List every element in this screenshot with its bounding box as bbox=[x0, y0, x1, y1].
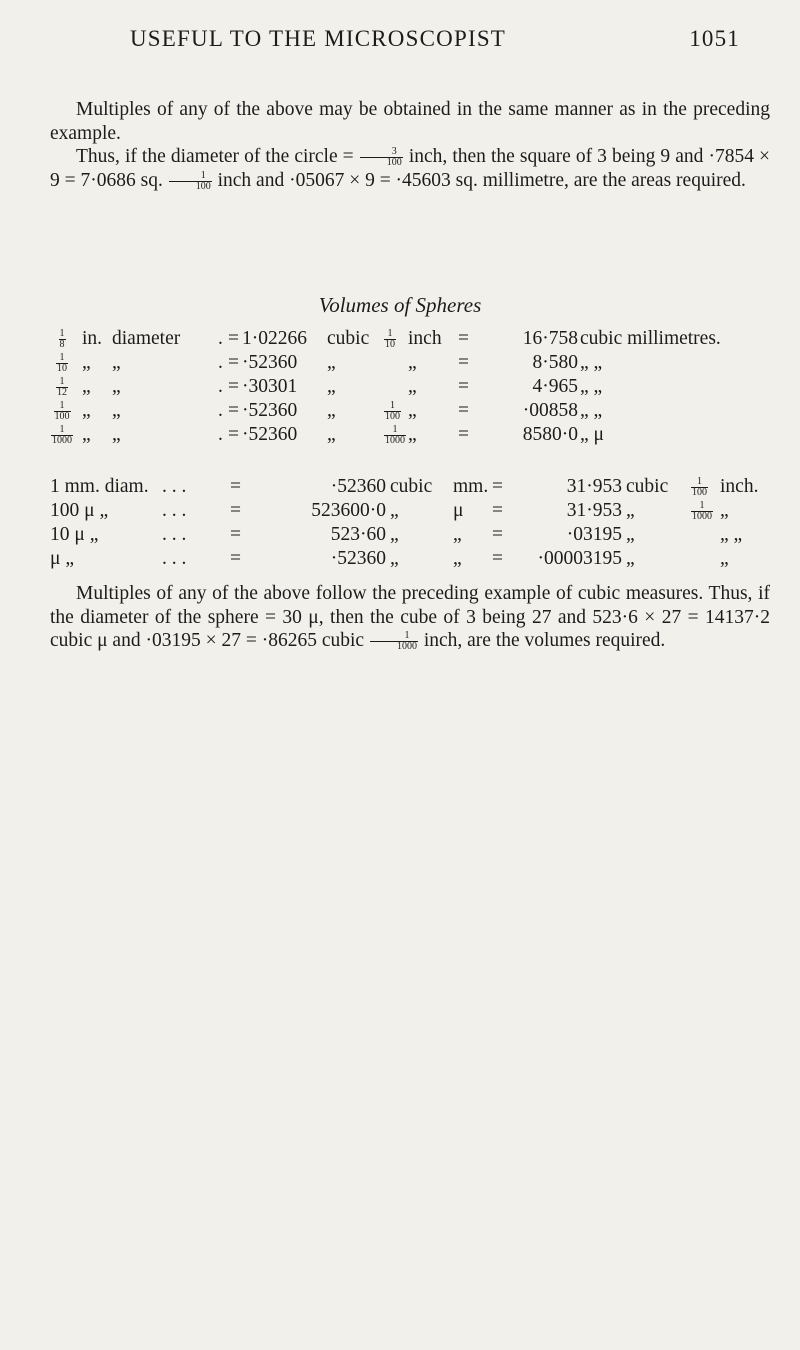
volume-row bbox=[50, 352, 780, 376]
volume-unit: „ bbox=[408, 376, 417, 397]
volume-unit: „ „ bbox=[580, 376, 603, 397]
fraction bbox=[383, 328, 397, 350]
fraction-inner bbox=[384, 425, 406, 446]
volume-unit: „ bbox=[327, 352, 336, 373]
equals-sign: = bbox=[230, 524, 241, 545]
fraction-inner bbox=[691, 501, 713, 522]
volume-value-inch: ·30301 bbox=[242, 376, 298, 397]
equals-sign: = bbox=[458, 352, 469, 373]
fraction bbox=[50, 424, 74, 446]
volume-row bbox=[50, 424, 780, 448]
volume-unit: cubic bbox=[327, 328, 370, 349]
volume-unit: „ „ bbox=[720, 524, 743, 545]
metric-volumes-table bbox=[50, 476, 780, 572]
leader-dot: . bbox=[218, 328, 223, 349]
volume-value: ·52360 bbox=[330, 548, 386, 569]
metric-row bbox=[50, 476, 780, 500]
equals-sign: = bbox=[228, 424, 239, 445]
fraction-numerator: 1 bbox=[56, 353, 68, 364]
volume-unit: mm. bbox=[453, 476, 489, 497]
diameter-word: „ bbox=[112, 424, 121, 445]
volume-unit: inch bbox=[408, 328, 442, 349]
leader-dot: . bbox=[218, 400, 223, 421]
equals-sign: = bbox=[458, 424, 469, 445]
fraction: $\frac{3}{100}$ bbox=[360, 147, 403, 168]
diameter-word: diameter bbox=[112, 328, 181, 349]
equals-sign: = bbox=[230, 476, 241, 497]
fraction bbox=[50, 328, 74, 350]
fraction-numerator: 1 bbox=[54, 401, 71, 412]
fraction bbox=[50, 376, 74, 398]
intro-paragraph-1: Multiples of any of the above may be obtained in the same manner as in the preceding example. bbox=[50, 99, 770, 144]
diameter-label: 100 μ „ bbox=[50, 500, 109, 521]
diameter-label: 1 mm. diam. bbox=[50, 476, 149, 497]
diameter-label: μ „ bbox=[50, 548, 74, 569]
fraction-denominator: 100 bbox=[385, 411, 400, 423]
fraction-denominator: 100 bbox=[54, 411, 70, 423]
metric-row bbox=[50, 524, 780, 548]
equals-sign: = bbox=[458, 328, 469, 349]
volume-unit: „ bbox=[626, 548, 635, 569]
fraction-numerator: 1 bbox=[59, 328, 65, 340]
fraction bbox=[383, 424, 407, 446]
equals-sign: = bbox=[228, 328, 239, 349]
volume-unit: „ bbox=[453, 524, 462, 545]
volume-value-inch: ·03195 bbox=[566, 524, 622, 545]
page-number: 1051 bbox=[689, 26, 740, 51]
section-title: Volumes of Spheres bbox=[318, 293, 482, 317]
diameter-word: „ bbox=[112, 376, 121, 397]
fraction-denominator: 10 bbox=[57, 363, 67, 375]
fraction-denominator: 8 bbox=[59, 339, 65, 351]
fraction-denominator: 1000 bbox=[385, 435, 405, 447]
fraction: $\frac{1}{100}$ bbox=[169, 171, 212, 192]
volume-value-mm: ·00858 bbox=[522, 400, 578, 421]
fraction-numerator: 1 bbox=[691, 477, 708, 488]
equals-sign: = bbox=[458, 400, 469, 421]
fraction bbox=[50, 352, 74, 374]
equals-sign: = bbox=[230, 500, 241, 521]
fraction-denominator: 12 bbox=[57, 387, 67, 399]
volume-value-inch: 31·953 bbox=[566, 476, 622, 497]
outro-paragraph bbox=[50, 582, 770, 653]
intro-paragraph-2 bbox=[50, 145, 770, 192]
metric-row bbox=[50, 548, 780, 572]
diameter-word: „ bbox=[112, 400, 121, 421]
diameter-unit: „ bbox=[82, 352, 91, 373]
fraction bbox=[383, 400, 402, 422]
equals-sign: = bbox=[228, 400, 239, 421]
fraction bbox=[690, 476, 709, 498]
outro-text bbox=[50, 582, 770, 653]
volume-value-inch: ·52360 bbox=[242, 352, 298, 373]
fraction-denominator: 1000 bbox=[52, 435, 72, 447]
fraction-inner bbox=[59, 329, 66, 350]
volume-unit: „ „ bbox=[580, 400, 603, 421]
leader-dot: . bbox=[218, 352, 223, 373]
fraction-numerator: 1 bbox=[691, 501, 713, 512]
volume-value-mm: 16·758 bbox=[522, 328, 578, 349]
volume-unit: „ bbox=[390, 500, 399, 521]
volume-unit: „ bbox=[327, 424, 336, 445]
volume-value: 523·60 bbox=[330, 524, 386, 545]
volume-value-inch: 1·02266 bbox=[242, 328, 307, 349]
volume-value-mm: 8580·0 bbox=[522, 424, 578, 445]
volume-value-mm: 4·965 bbox=[532, 376, 578, 397]
intro-p2-a: Thus, if the diameter of the circle = bbox=[76, 146, 354, 167]
equals-sign: = bbox=[230, 548, 241, 569]
volume-unit: „ bbox=[626, 524, 635, 545]
fraction: $\frac{1}{1000}$ bbox=[370, 631, 418, 652]
volume-unit: „ bbox=[626, 500, 635, 521]
volume-unit: inch. bbox=[720, 476, 759, 497]
volume-value: ·52360 bbox=[330, 476, 386, 497]
running-head-title: USEFUL TO THE MICROSCOPIST bbox=[130, 26, 507, 51]
fraction bbox=[50, 400, 74, 422]
volume-value-inch: ·52360 bbox=[242, 400, 298, 421]
volume-unit: „ „ bbox=[580, 352, 603, 373]
volume-unit: „ bbox=[453, 548, 462, 569]
fraction-numerator: 1 bbox=[51, 425, 73, 436]
volume-value: 523600·0 bbox=[311, 500, 386, 521]
volume-unit: „ bbox=[390, 548, 399, 569]
leader-dots: . . . bbox=[162, 500, 187, 521]
volume-unit: „ bbox=[408, 400, 417, 421]
metric-row bbox=[50, 500, 780, 524]
volume-value-mm: 8·580 bbox=[532, 352, 578, 373]
volume-unit: „ bbox=[720, 548, 729, 569]
equals-sign: = bbox=[492, 500, 503, 521]
leader-dots: . . . bbox=[162, 548, 187, 569]
outro-a: Multiples of any of the above follow the preceding example of cubic measures. Thus, if the diameter of the sphere = 30 μ, then the cube of 3 being 27 and 523·6 × 27 = 14137·2 cubic μ and ·03195 × 27 = ·86265 cubic bbox=[50, 583, 770, 651]
volume-unit: cubic bbox=[390, 476, 433, 497]
intro-text bbox=[50, 98, 770, 192]
intro-p2-c: inch and ·05067 × 9 = ·45603 sq. millimetre, are the areas required. bbox=[217, 169, 746, 191]
volume-unit: „ bbox=[720, 500, 729, 521]
volume-unit: „ μ bbox=[580, 424, 604, 445]
fraction-numerator: 1 bbox=[384, 425, 406, 436]
equals-sign: = bbox=[492, 476, 503, 497]
outro-b: inch, are the volumes required. bbox=[423, 630, 666, 651]
volume-unit: cubic bbox=[626, 476, 669, 497]
fraction-inner bbox=[691, 477, 708, 498]
diameter-unit: „ bbox=[82, 376, 91, 397]
volume-unit: μ bbox=[453, 500, 464, 521]
diameter-unit: „ bbox=[82, 400, 91, 421]
fraction-inner bbox=[384, 329, 396, 350]
volume-unit: „ bbox=[408, 424, 417, 445]
volumes-table bbox=[50, 328, 780, 448]
leader-dot: . bbox=[218, 424, 223, 445]
volume-unit: „ bbox=[327, 376, 336, 397]
volume-value-inch: ·00003195 bbox=[537, 548, 622, 569]
volume-row bbox=[50, 376, 780, 400]
equals-sign: = bbox=[228, 376, 239, 397]
volume-row bbox=[50, 328, 780, 352]
equals-sign: = bbox=[492, 524, 503, 545]
volume-unit: „ bbox=[327, 400, 336, 421]
volume-unit: cubic millimetres. bbox=[580, 328, 721, 349]
volume-row bbox=[50, 400, 780, 424]
fraction-inner bbox=[54, 401, 71, 422]
fraction bbox=[690, 500, 714, 522]
fraction-inner bbox=[384, 401, 401, 422]
volume-unit: „ bbox=[390, 524, 399, 545]
equals-sign: = bbox=[458, 376, 469, 397]
fraction-numerator: 1 bbox=[384, 329, 396, 340]
diameter-label: 10 μ „ bbox=[50, 524, 99, 545]
fraction-numerator: 1 bbox=[384, 401, 401, 412]
fraction-numerator: 1 bbox=[56, 377, 68, 388]
diameter-word: „ bbox=[112, 352, 121, 373]
volume-unit: „ bbox=[408, 352, 417, 373]
intro-p2-b: inch, then the square of 3 being 9 and ·7854 × 9 = 7·0686 sq. bbox=[50, 146, 771, 191]
diameter-unit: „ bbox=[82, 424, 91, 445]
fraction-denominator: 10 bbox=[385, 339, 395, 351]
fraction-inner bbox=[51, 425, 73, 446]
volume-value-inch: 31·953 bbox=[566, 500, 622, 521]
fraction-inner bbox=[56, 353, 68, 374]
leader-dots: . . . bbox=[162, 524, 187, 545]
equals-sign: = bbox=[228, 352, 239, 373]
volume-value-inch: ·52360 bbox=[242, 424, 298, 445]
diameter-unit: in. bbox=[82, 328, 103, 349]
fraction-inner bbox=[56, 377, 68, 398]
leader-dots: . . . bbox=[162, 476, 187, 497]
leader-dot: . bbox=[218, 376, 223, 397]
fraction-denominator: 100 bbox=[692, 487, 707, 499]
fraction-denominator: 1000 bbox=[692, 511, 712, 523]
equals-sign: = bbox=[492, 548, 503, 569]
